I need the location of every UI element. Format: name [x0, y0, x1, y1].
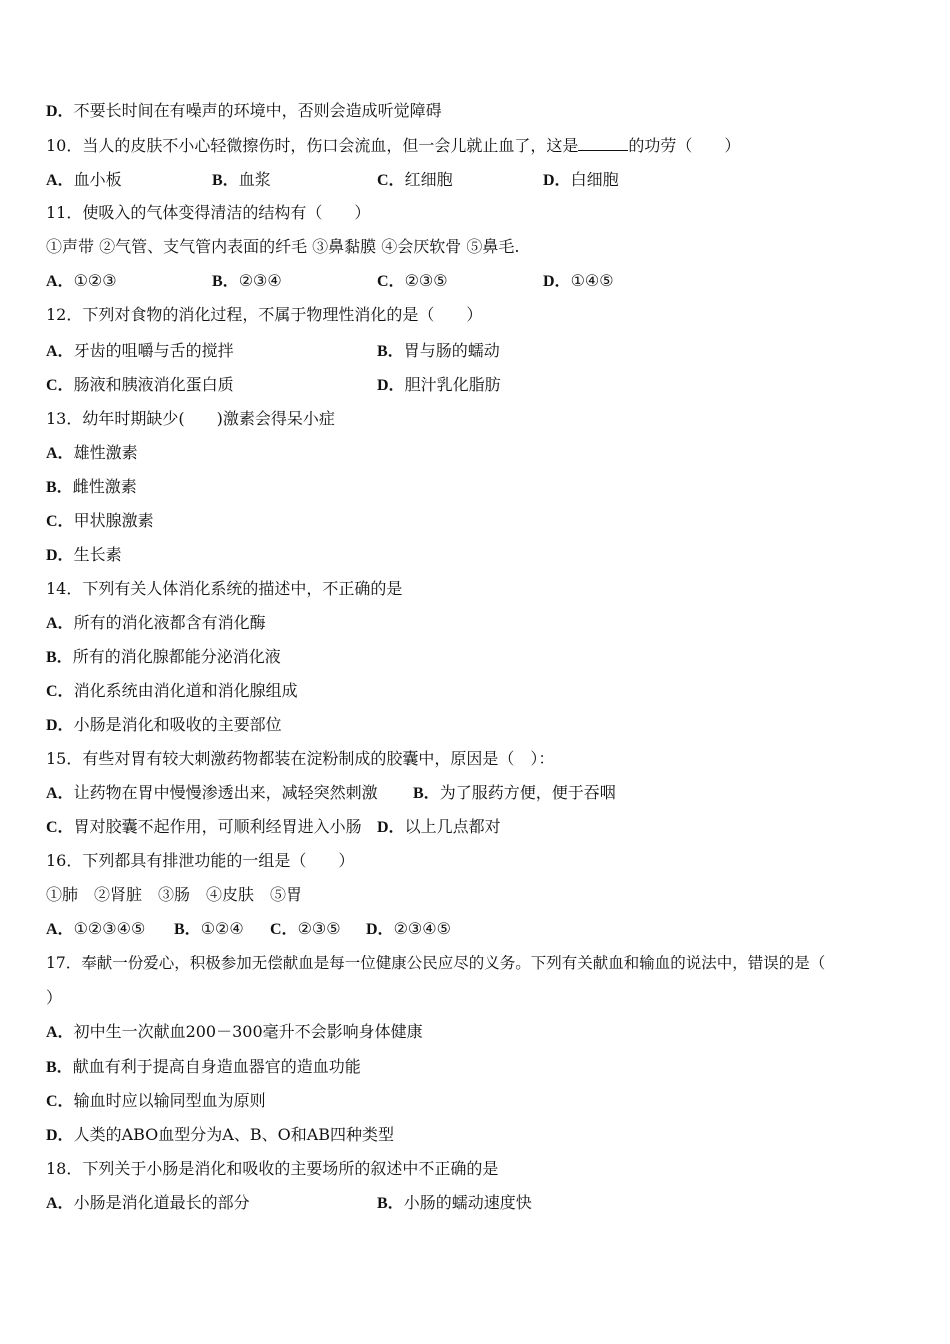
- option-letter: C．: [270, 921, 298, 938]
- option-letter: A．: [46, 273, 74, 290]
- option-letter: D．: [46, 103, 74, 120]
- option-letter: A．: [46, 172, 74, 189]
- option-text: 不要长时间在有噪声的环境中，否则会造成听觉障碍: [73, 101, 442, 120]
- option-letter: B．: [46, 1059, 73, 1076]
- option-letter: D．: [377, 377, 405, 394]
- q14-option-c: [46, 681, 298, 702]
- option-text: 甲状腺激素: [73, 511, 154, 530]
- option-letter: A．: [46, 445, 74, 462]
- q10-option-b: [212, 170, 271, 191]
- q16-options: [46, 919, 906, 939]
- option-text: 红细胞: [404, 170, 453, 189]
- option-letter: B．: [174, 921, 201, 938]
- option-text: 雌性激素: [72, 477, 137, 496]
- q10-stem-before: 10．当人的皮肤不小心轻微擦伤时，伤口会流血，但一会儿就止血了，这是: [46, 136, 579, 155]
- option-text: 胃对胶囊不起作用，可顺利经胃进入小肠: [73, 817, 362, 836]
- q16-option-d: [366, 919, 451, 940]
- q15-options-row2: [46, 817, 906, 837]
- q13-stem: 13．幼年时期缺少( )激素会得呆小症: [46, 409, 335, 428]
- q15-option-a: [46, 783, 378, 804]
- option-letter: B．: [212, 172, 239, 189]
- q12-stem: 12．下列对食物的消化过程，不属于物理性消化的是（ ）: [46, 305, 483, 324]
- option-letter: C．: [46, 819, 74, 836]
- option-letter: B．: [377, 343, 404, 360]
- option-text: 牙齿的咀嚼与舌的搅拌: [73, 341, 234, 360]
- option-text: 血浆: [238, 170, 271, 189]
- q12-option-b: [377, 341, 500, 362]
- option-text: 让药物在胃中慢慢渗透出来，减轻突然刺激: [73, 783, 378, 802]
- q16-option-c: [270, 919, 341, 940]
- option-text: 生长素: [73, 545, 122, 564]
- q18-stem: 18．下列关于小肠是消化和吸收的主要场所的叙述中不正确的是: [46, 1159, 499, 1178]
- q14-option-b: [46, 647, 281, 668]
- option-letter: A．: [46, 1024, 74, 1041]
- q13-option-d: [46, 545, 122, 566]
- q16-items: ①肺 ②肾脏 ③肠 ④皮肤 ⑤胃: [46, 885, 303, 904]
- option-letter: D．: [46, 717, 74, 734]
- q10-options: [46, 170, 906, 190]
- option-letter: C．: [46, 683, 74, 700]
- option-letter: D．: [543, 172, 571, 189]
- q17-option-c: [46, 1091, 266, 1112]
- q17-option-a: [46, 1022, 423, 1043]
- q15-stem: 15．有些对胃有较大刺激药物都装在淀粉制成的胶囊中，原因是（ ）：: [46, 749, 555, 768]
- option-letter: A．: [46, 1195, 74, 1212]
- option-letter: D．: [543, 273, 571, 290]
- q15-option-c: [46, 817, 362, 838]
- option-letter: B．: [46, 649, 73, 666]
- q17-stem-line2: ）: [46, 988, 63, 1007]
- option-text: 小肠是消化和吸收的主要部位: [73, 715, 282, 734]
- q12-options-row2: [46, 375, 906, 395]
- q13-option-a: [46, 443, 138, 464]
- option-letter: B．: [377, 1195, 404, 1212]
- option-letter: B．: [413, 785, 440, 802]
- q11-option-a: [46, 271, 117, 292]
- option-letter: C．: [377, 172, 405, 189]
- q18-option-b: [377, 1193, 532, 1214]
- q16-option-b: [174, 919, 244, 940]
- q16-option-a: [46, 919, 145, 940]
- q11-options: [46, 271, 906, 291]
- option-text: ②③④: [238, 271, 282, 290]
- q15-option-d: [377, 817, 501, 838]
- q10-option-c: [377, 170, 453, 191]
- q11-stem: 11．使吸入的气体变得清洁的结构有（ ）: [46, 203, 371, 222]
- option-letter: A．: [46, 615, 74, 632]
- option-text: 血小板: [73, 170, 122, 189]
- option-letter: C．: [46, 1093, 74, 1110]
- q18-option-a: [46, 1193, 250, 1214]
- q12-option-d: [377, 375, 501, 396]
- q16-stem: 16．下列都具有排泄功能的一组是（ ）: [46, 851, 355, 870]
- option-text: ①②④: [200, 919, 244, 938]
- q17-option-d: [46, 1125, 394, 1146]
- q11-option-d: [543, 271, 614, 292]
- q14-option-a: [46, 613, 266, 634]
- option-letter: B．: [212, 273, 239, 290]
- q12-option-a: [46, 341, 234, 362]
- q10-stem-after: 的功劳（ ）: [628, 136, 741, 155]
- option-text: ①④⑤: [570, 271, 614, 290]
- option-letter: C．: [46, 513, 74, 530]
- option-text: 所有的消化腺都能分泌消化液: [72, 647, 281, 666]
- q11-option-c: [377, 271, 448, 292]
- q11-option-b: [212, 271, 282, 292]
- q17-option-b: [46, 1057, 361, 1078]
- q13-option-c: [46, 511, 154, 532]
- option-letter: A．: [46, 343, 74, 360]
- option-text: 所有的消化液都含有消化酶: [73, 613, 266, 632]
- option-letter: A．: [46, 921, 74, 938]
- q12-options-row1: [46, 341, 906, 361]
- option-text: 胆汁乳化脂肪: [404, 375, 501, 394]
- option-text: ②③⑤: [404, 271, 448, 290]
- option-text: ①②③: [73, 271, 117, 290]
- option-text: 为了服药方便，便于吞咽: [439, 783, 616, 802]
- q15-option-b: [413, 783, 616, 804]
- option-letter: A．: [46, 785, 74, 802]
- q10-option-a: [46, 170, 122, 191]
- option-text: 献血有利于提高自身造血器官的造血功能: [72, 1057, 361, 1076]
- option-text: 以上几点都对: [404, 817, 501, 836]
- q10-stem: [46, 136, 740, 156]
- option-text: 输血时应以输同型血为原则: [73, 1091, 266, 1110]
- option-text: ②③⑤: [297, 919, 341, 938]
- option-letter: C．: [46, 377, 74, 394]
- q14-stem: 14．下列有关人体消化系统的描述中，不正确的是: [46, 579, 403, 598]
- option-text: 白细胞: [570, 170, 619, 189]
- q14-option-d: [46, 715, 282, 736]
- option-letter: D．: [46, 1127, 74, 1144]
- option-text: ②③④⑤: [393, 919, 451, 938]
- q15-options-row1: [46, 783, 906, 803]
- option-letter: B．: [46, 479, 73, 496]
- option-text: 初中生一次献血200－300毫升不会影响身体健康: [73, 1022, 423, 1041]
- option-letter: C．: [377, 273, 405, 290]
- option-text: 胃与肠的蠕动: [403, 341, 500, 360]
- option-text: ①②③④⑤: [73, 919, 146, 938]
- option-letter: D．: [377, 819, 405, 836]
- answer-blank: [578, 136, 628, 151]
- q17-stem-line1: 17．奉献一份爱心，积极参加无偿献血是每一位健康公民应尽的义务。下列有关献血和输血的说法中，错误的是（: [46, 954, 826, 972]
- q10-option-d: [543, 170, 619, 191]
- q18-options: [46, 1193, 906, 1213]
- option-letter: D．: [366, 921, 394, 938]
- option-text: 消化系统由消化道和消化腺组成: [73, 681, 298, 700]
- q11-items: ①声带 ②气管、支气管内表面的纤毛 ③鼻黏膜 ④会厌软骨 ⑤鼻毛.: [46, 237, 520, 256]
- option-text: 小肠是消化道最长的部分: [73, 1193, 250, 1212]
- q12-option-c: [46, 375, 234, 396]
- option-letter: D．: [46, 547, 74, 564]
- q13-option-b: [46, 477, 137, 498]
- option-text: 肠液和胰液消化蛋白质: [73, 375, 234, 394]
- option-text: 小肠的蠕动速度快: [403, 1193, 532, 1212]
- option-text: 人类的ABO血型分为A、B、O和AB四种类型: [73, 1125, 395, 1144]
- option-text: 雄性激素: [73, 443, 138, 462]
- q9-option-d: [46, 101, 442, 122]
